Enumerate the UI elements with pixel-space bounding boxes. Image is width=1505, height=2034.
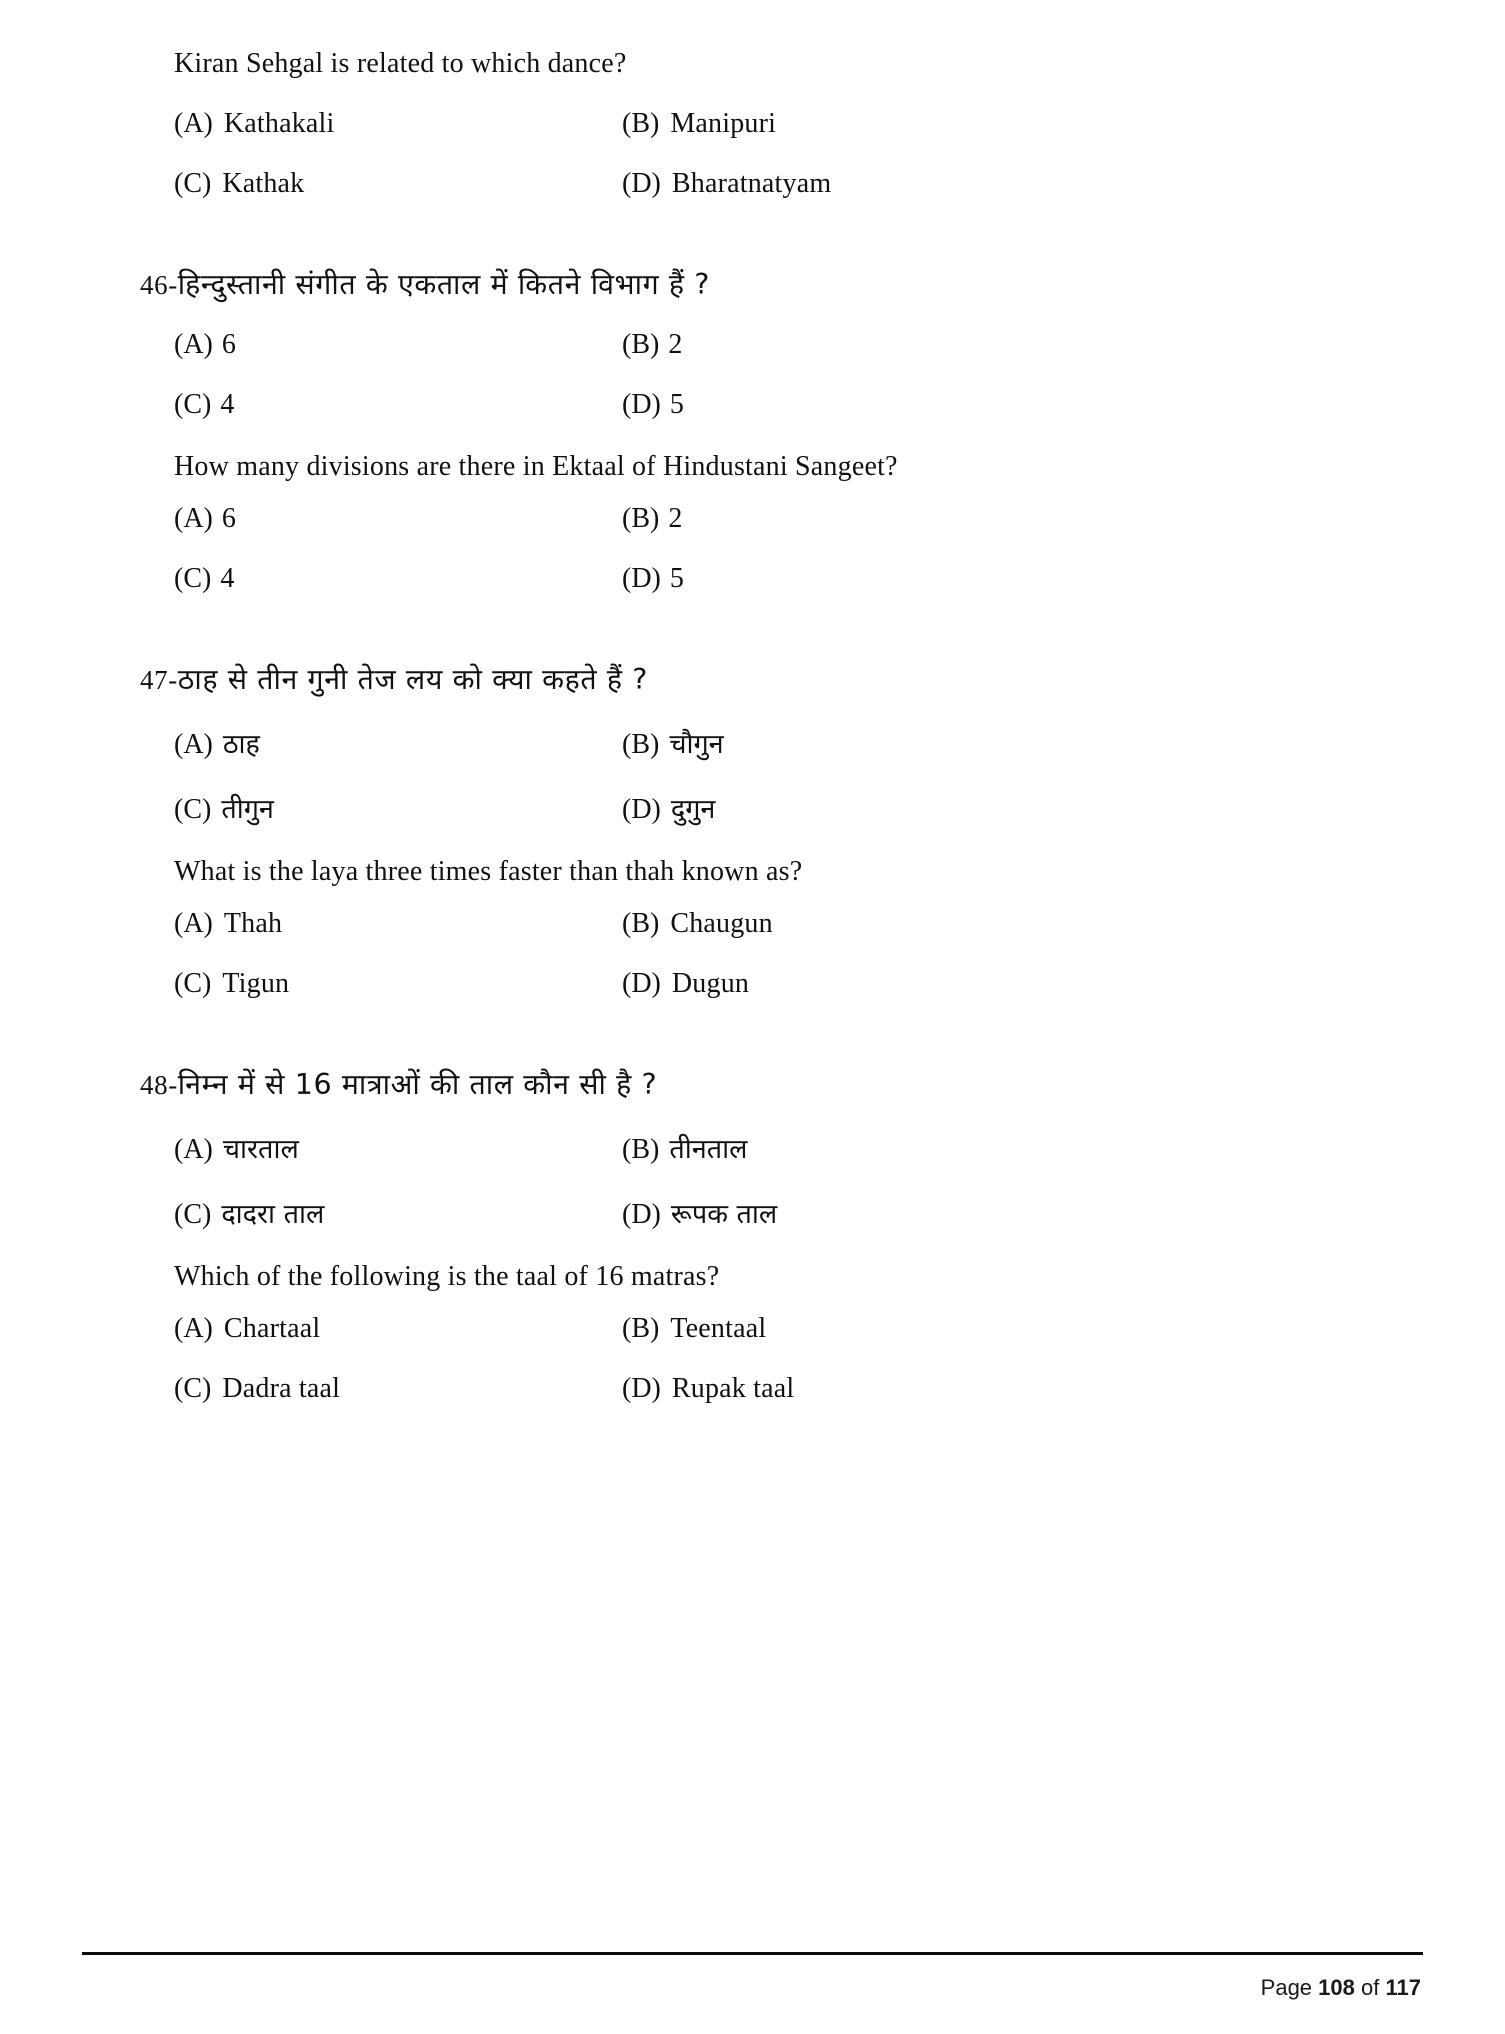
option-tag: (D) [622, 167, 661, 199]
option-label: 2 [668, 328, 683, 360]
option-label: 2 [668, 502, 683, 534]
option-a-english[interactable] [174, 503, 622, 535]
footer-prefix-label: Page [1260, 1975, 1313, 2000]
option-a-english[interactable] [174, 908, 622, 940]
option-label: Bharatnatyam [671, 167, 832, 199]
option-label: 4 [220, 562, 235, 594]
option-c-hindi[interactable] [174, 789, 622, 826]
option-label: Chaugun [670, 907, 773, 939]
footer-divider [82, 1952, 1423, 1955]
option-label: Tigun [222, 967, 290, 999]
option-tag: (C) [174, 388, 212, 420]
option-tag: (B) [622, 107, 660, 139]
option-d-hindi[interactable] [622, 789, 1365, 826]
option-row-ab [174, 108, 1365, 140]
footer-current-page: 108 [1318, 1975, 1355, 2000]
option-tag: (C) [174, 562, 212, 594]
option-label: तीनताल [669, 1133, 748, 1165]
option-label: 5 [669, 562, 684, 594]
question-stem-hindi [140, 266, 1365, 303]
option-tag: (A) [174, 1133, 213, 1165]
option-d-english[interactable] [622, 968, 1365, 1000]
option-label: Dadra taal [222, 1372, 341, 1404]
option-row-english-ab [174, 908, 1365, 940]
option-tag: (D) [622, 793, 661, 825]
question-stem-english: Which of the following is the taal of 16 matras? [174, 1260, 720, 1292]
option-label: दुगुन [670, 793, 716, 825]
footer-total-pages: 117 [1385, 1975, 1421, 2000]
option-tag: (D) [622, 967, 661, 999]
option-tag: (C) [174, 967, 212, 999]
option-b[interactable] [622, 108, 1365, 140]
question-block-q47 [140, 661, 1365, 1000]
page-footer [1261, 1975, 1421, 2001]
option-c-english[interactable] [174, 563, 622, 595]
option-a-hindi[interactable] [174, 1129, 622, 1166]
option-tag: (D) [622, 562, 661, 594]
question-stem-english: How many divisions are there in Ektaal of Hindustani Sangeet? [174, 450, 898, 482]
option-tag: (B) [622, 1133, 660, 1165]
option-a-hindi[interactable] [174, 329, 622, 361]
question-number: 48- [140, 1069, 178, 1100]
question-number: 47- [140, 664, 178, 695]
option-c-english[interactable] [174, 968, 622, 1000]
option-tag: (C) [174, 1372, 212, 1404]
question-text-hindi: हिन्दुस्तानी संगीत के एकताल में कितने विभाग हैं ? [177, 267, 710, 301]
option-row-english-cd [174, 1373, 1365, 1405]
option-label: 4 [220, 388, 235, 420]
question-number: 46- [140, 269, 178, 300]
option-a-hindi[interactable] [174, 724, 622, 761]
option-tag: (A) [174, 107, 213, 139]
option-tag: (B) [622, 907, 660, 939]
option-label: Kathakali [223, 107, 335, 139]
option-label: 6 [221, 502, 236, 534]
option-label: Dugun [671, 967, 750, 999]
option-tag: (D) [622, 1372, 661, 1404]
option-label: Rupak taal [671, 1372, 795, 1404]
option-tag: (A) [174, 1312, 213, 1344]
option-label: रूपक ताल [670, 1198, 778, 1230]
question-block-q46 [140, 266, 1365, 595]
option-b-english[interactable] [622, 1313, 1365, 1345]
option-c-hindi[interactable] [174, 1194, 622, 1231]
option-tag: (D) [622, 1198, 661, 1230]
option-b-english[interactable] [622, 503, 1365, 535]
option-row-english-cd [174, 968, 1365, 1000]
option-d[interactable] [622, 168, 1365, 200]
option-row-cd [174, 168, 1365, 200]
option-row-hindi-ab [174, 329, 1365, 361]
option-tag: (B) [622, 502, 660, 534]
option-label: Kathak [222, 167, 305, 199]
option-label: तीगुन [221, 793, 274, 825]
option-row-hindi-cd [174, 389, 1365, 421]
option-row-hindi-cd [174, 789, 1365, 826]
option-tag: (C) [174, 167, 212, 199]
option-tag: (B) [622, 328, 660, 360]
option-label: चौगुन [669, 728, 724, 760]
option-c-hindi[interactable] [174, 389, 622, 421]
option-a-english[interactable] [174, 1313, 622, 1345]
option-b-hindi[interactable] [622, 1129, 1365, 1166]
option-label: ठाह [222, 728, 260, 760]
option-tag: (A) [174, 728, 213, 760]
option-a[interactable] [174, 108, 622, 140]
option-b-english[interactable] [622, 908, 1365, 940]
option-label: 6 [221, 328, 236, 360]
option-c[interactable] [174, 168, 622, 200]
option-label: दादरा ताल [221, 1198, 325, 1230]
option-d-hindi[interactable] [622, 1194, 1365, 1231]
option-tag: (C) [174, 793, 212, 825]
question-text-hindi: निम्न में से 16 मात्राओं की ताल कौन सी है ? [177, 1067, 658, 1101]
option-label: Chartaal [223, 1312, 321, 1344]
option-row-hindi-ab [174, 1129, 1365, 1166]
option-row-english-ab [174, 503, 1365, 535]
option-label: Manipuri [670, 107, 777, 139]
question-stem-hindi [140, 661, 1365, 698]
option-tag: (A) [174, 328, 213, 360]
question-stem-english: What is the laya three times faster than thah known as? [174, 855, 803, 887]
option-label: Teentaal [670, 1312, 767, 1344]
question-stem-english: Kiran Sehgal is related to which dance? [174, 48, 627, 79]
option-d-english[interactable] [622, 1373, 1365, 1405]
option-d-english[interactable] [622, 563, 1365, 595]
option-row-hindi-ab [174, 724, 1365, 761]
question-block-q45-continued [140, 46, 1365, 200]
option-tag: (A) [174, 907, 213, 939]
option-tag: (C) [174, 1198, 212, 1230]
option-row-hindi-cd [174, 1194, 1365, 1231]
option-label: 5 [669, 388, 684, 420]
footer-of-label: of [1361, 1975, 1380, 2000]
option-label: Thah [223, 907, 283, 939]
option-tag: (A) [174, 502, 213, 534]
option-c-english[interactable] [174, 1373, 622, 1405]
option-b-hindi[interactable] [622, 329, 1365, 361]
option-tag: (D) [622, 388, 661, 420]
option-b-hindi[interactable] [622, 724, 1365, 761]
option-row-english-cd [174, 563, 1365, 595]
option-tag: (B) [622, 728, 660, 760]
question-block-q48 [140, 1066, 1365, 1405]
question-stem-hindi [140, 1066, 1365, 1103]
question-text-hindi: ठाह से तीन गुनी तेज लय को क्या कहते हैं ? [177, 662, 649, 696]
option-row-english-ab [174, 1313, 1365, 1345]
option-d-hindi[interactable] [622, 389, 1365, 421]
option-tag: (B) [622, 1312, 660, 1344]
option-label: चारताल [222, 1133, 299, 1165]
